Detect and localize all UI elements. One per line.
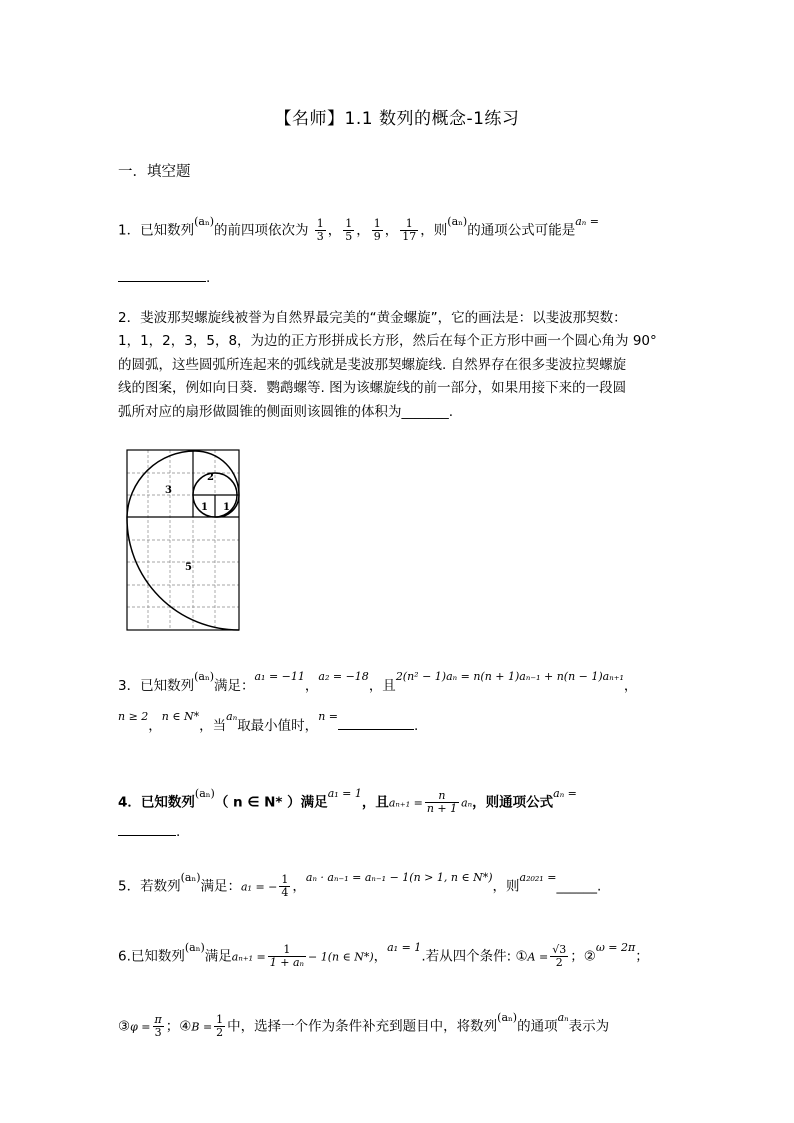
fraction: $\frac{1}{3}$	[316, 217, 324, 243]
fraction: $\frac{1}{5}$	[345, 217, 353, 243]
question-3-cont: $^{n \ge 2}$，$^{n \in N*}$，当$^{a_n}$取最小值时，$^{n =}$.	[118, 710, 419, 734]
fraction: $\frac{1}{17}$	[402, 217, 417, 243]
fig-label-2: 2	[207, 472, 214, 483]
question-6-cont: ③φ = $\frac{\pi}{3}$ ；④B = $\frac{1}{2}$ 中，选择一个作为条件补充到题目中，将数列$^{(a_n)}$的通项$^{a_n}$表示为	[118, 1010, 610, 1039]
answer-blank-3[interactable]	[338, 717, 414, 730]
question-6: 6.已知数列$^{(a_n)}$满足aₙ₊₁ = $\frac{1}{\text{1 + aₙ}}$ − 1(n ∈ N*)，$^{a_1 = 1}$.若从四个条件: ①A = $\frac{√3}{2}$ ；②$^{\omega = 2\pi}$；	[118, 940, 649, 969]
question-2-line-1: 2．斐波那契螺旋线被誉为自然界最完美的“黄金螺旋”，它的画法是：以斐波那契数：	[118, 310, 627, 326]
answer-blank-4[interactable]: .	[118, 822, 180, 842]
fig-label-3: 3	[165, 485, 172, 496]
page-title: 【名师】1.1 数列的概念-1练习	[274, 109, 520, 129]
question-2-line-3: 的圆弧，这些圆弧所连起来的弧线就是斐波那契螺旋线. 自然界存在很多斐波拉契螺旋	[118, 357, 627, 373]
spiral-arc	[127, 451, 239, 630]
grid-lines	[127, 450, 239, 630]
answer-blank-1[interactable]: .	[118, 268, 210, 288]
section-heading: 一．填空题	[118, 164, 191, 180]
fig-label-1a: 1	[201, 502, 208, 513]
question-2-line-5: 弧所对应的扇形做圆锥的侧面则该圆锥的体积为_______.	[118, 404, 454, 420]
answer-blank-5[interactable]: ______.	[556, 878, 602, 895]
question-1: 1．已知数列$^{(a_n)}$的前四项依次为 $\frac{1}{3}$ ， $\frac{1}{5}$ ， $\frac{1}{9}$ ， $\frac{1}{17}$ ，则$^{(a_n)}$的通项公式可能是$^{a_n =}$	[118, 214, 599, 243]
fig-label-1b: 1	[223, 502, 230, 513]
question-2-line-4: 线的图案，例如向日葵．鹦鹉螺等. 图为该螺旋线的前一部分，如果用接下来的一段圆	[118, 380, 627, 396]
question-4: 4．已知数列$^{(a_n)}$（ n ∈ N* ）满足$^{a_1 = 1}$，且aₙ₊₁ = $\frac{n}{n + 1}$ aₙ，则通项公式$^{a_n =}$	[118, 786, 577, 815]
question-2-line-2: 1，1，2，3，5，8，为边的正方形拼成长方形，然后在每个正方形中画一个圆心角为 90°	[118, 333, 657, 349]
fig-label-5: 5	[185, 562, 192, 573]
question-5: 5．若数列$^{(a_n)}$满足：a₁ = − $\frac{1}{4}$ ，$^{a_n \cdot a_{n-1} = a_{n-1} - 1(n > 1, n \in N*)}$，则$^{a_{2021} =}$______.	[118, 870, 602, 899]
question-3: 3．已知数列$^{(a_n)}$满足：$^{a_1 = -11}$，$^{a_2 = -18}$，且$^{2(n^2 - 1)a_n = n(n + 1)a_{n-1} + n(n - 1)a_{n+1}}$，	[118, 670, 638, 694]
fibonacci-spiral-figure	[125, 448, 241, 632]
fraction: $\frac{1}{9}$	[373, 217, 381, 243]
